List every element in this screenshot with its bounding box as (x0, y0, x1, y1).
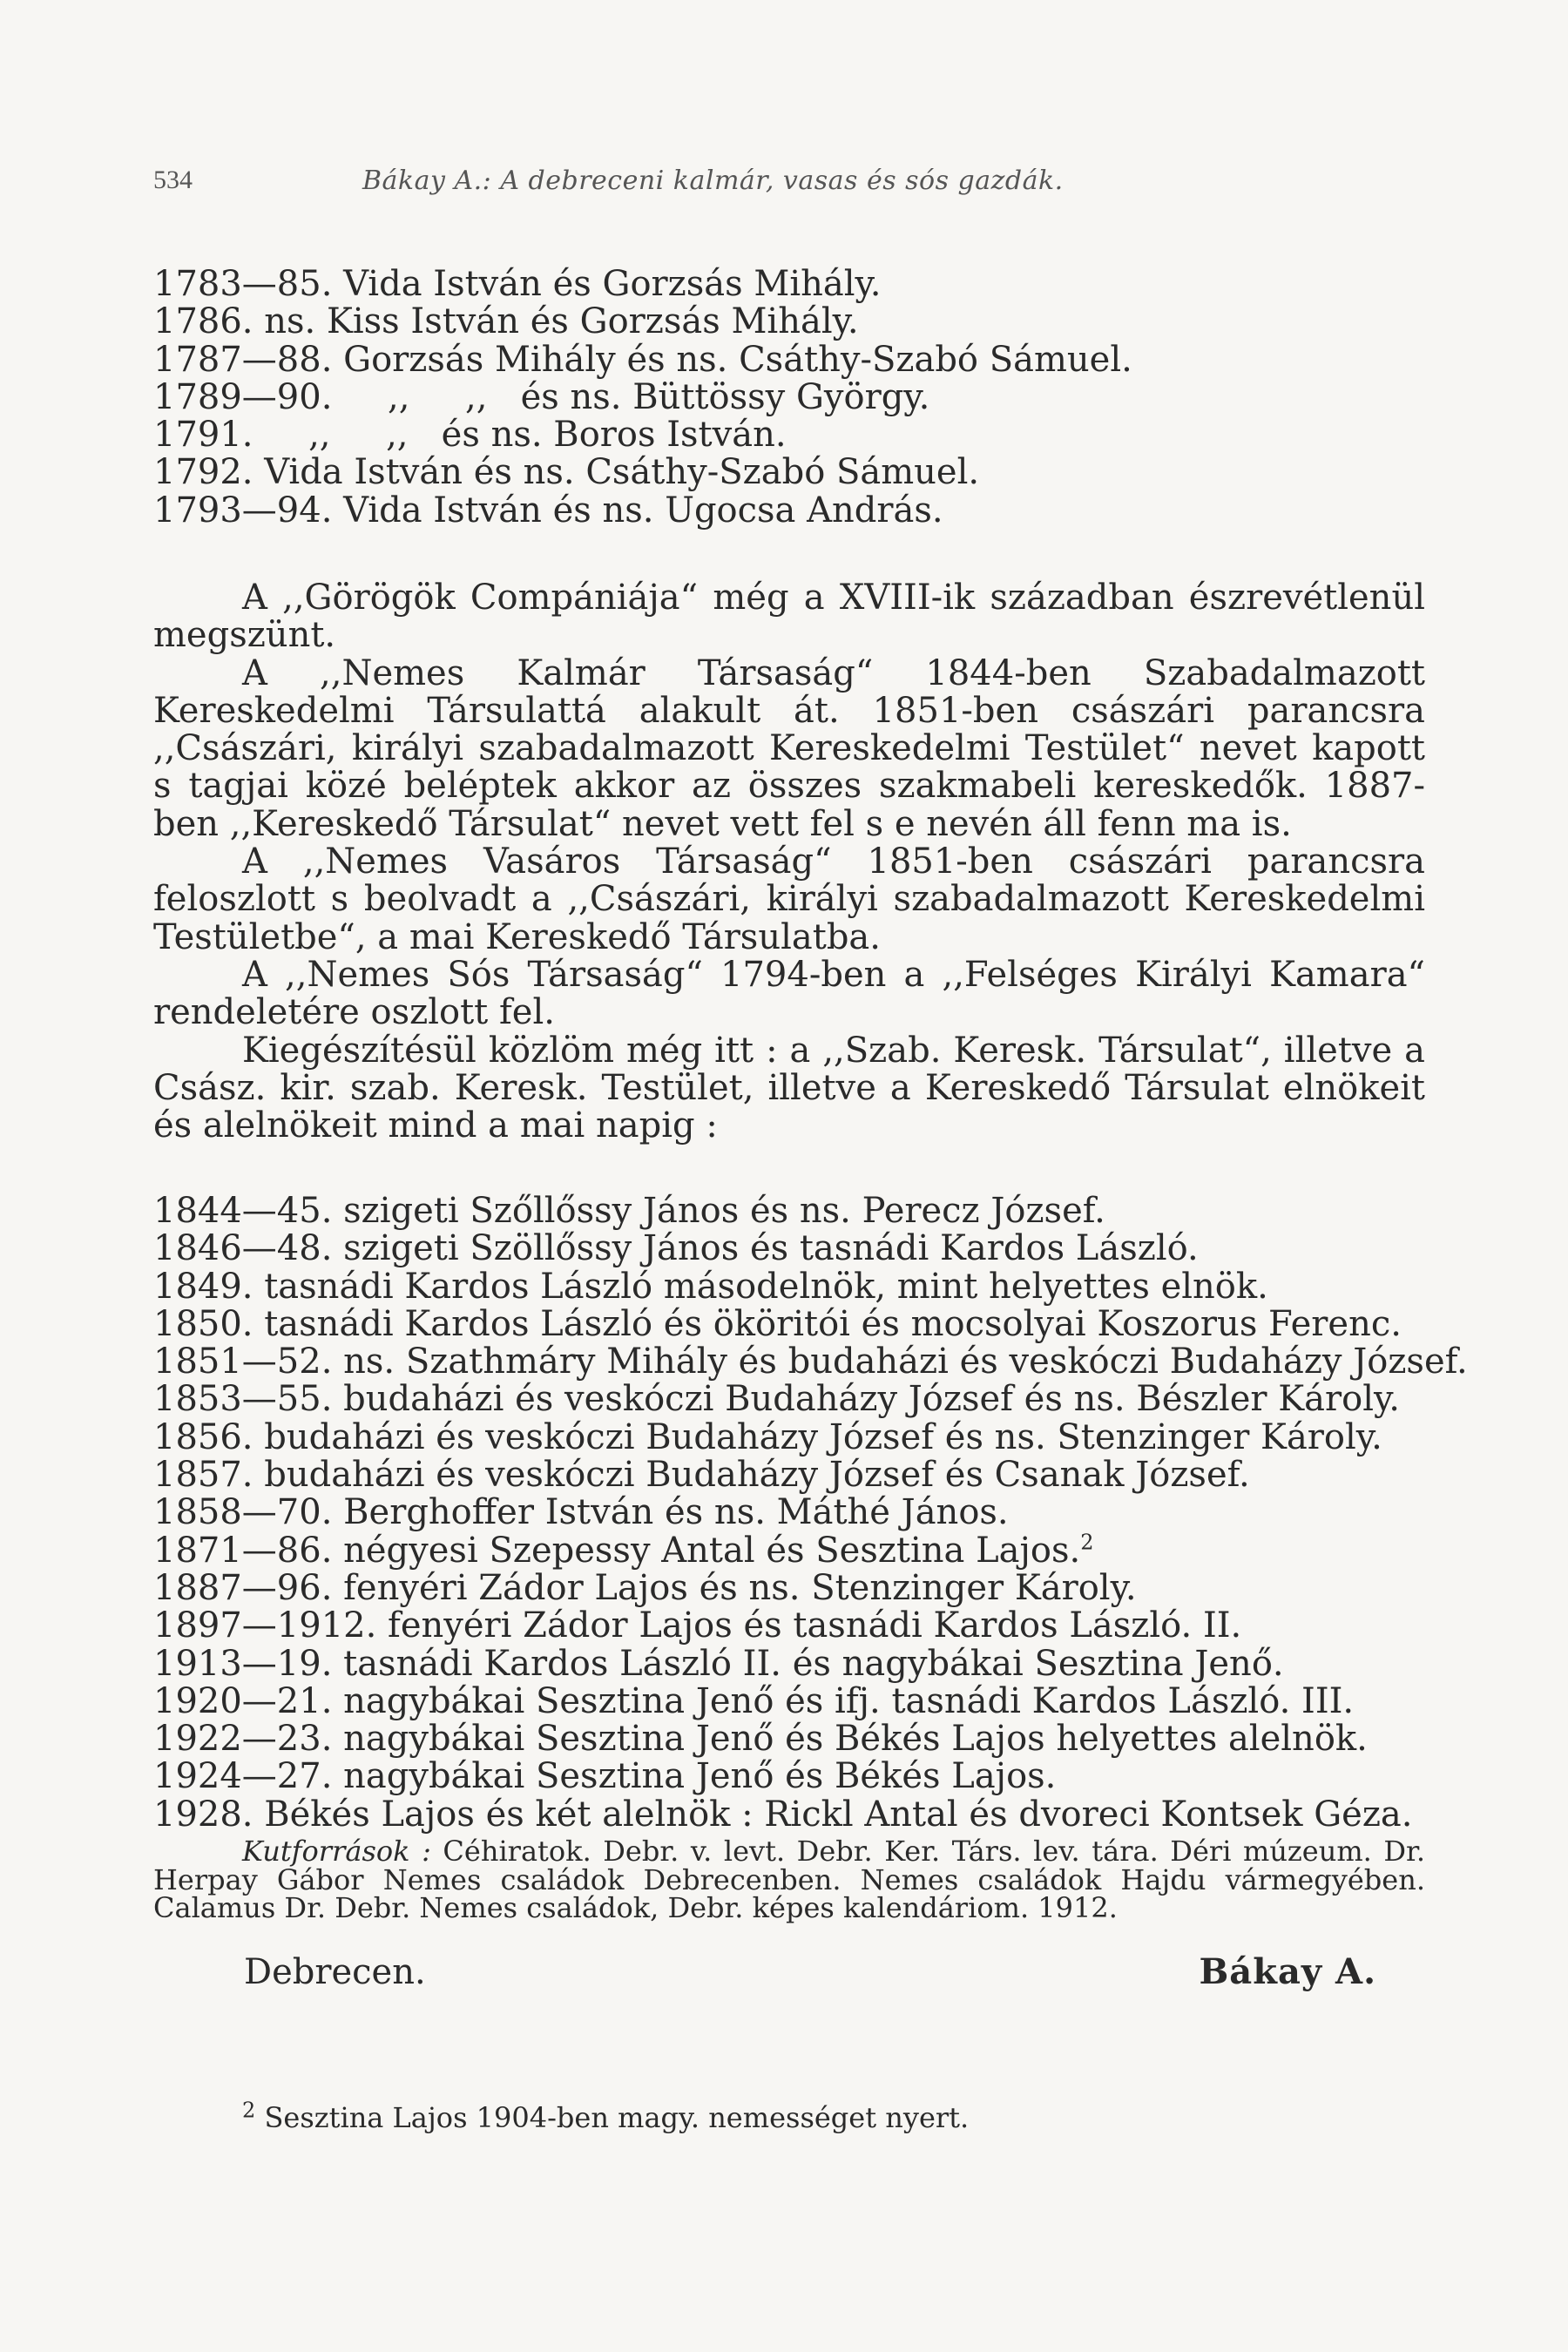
paragraph: A ,,Nemes Kalmár Társaság“ 1844-ben Szabadalmazott Kereskedelmi Társulattá alakult át. 1851-ben császári parancsra ,,Császári, királyi szabadalmazott Kereskedelmi Testület“ nevet kapott s tagjai közé beléptek akkor az összes szakmabeli kereskedők. 1887-ben ,,Kereskedő Társulat“ nevet vett fel s e nevén áll fenn ma is. (153, 652, 1425, 844)
sources-text: Céhiratok. Debr. v. levt. Debr. Ker. Társ. lev. tára. Déri múzeum. Dr. Herpay Gábor Nemes családok Debrecenben. Nemes családok Hajdu vármegyében. Calamus Dr. Debr. Nemes családok, Debr. képes kalendáriom. 1912. (153, 1835, 1426, 1924)
sources-note (153, 1837, 1425, 1923)
list-item: 1792. Vida István és ns. Csáthy-Szabó Sámuel. (153, 452, 980, 493)
list-item: 1928. Békés Lajos és két alelnök : Rickl Antal és dvoreci Kontsek Géza. (153, 1794, 1413, 1835)
footnote-reference: 2 (1080, 1530, 1094, 1555)
list-item: 1793—94. Vida István és ns. Ugocsa András. (153, 490, 943, 531)
list-item: 1853—55. budaházi és veskóczi Budaházy József és ns. Bészler Károly. (153, 1379, 1400, 1420)
paragraph: A ,,Görögök Compániája“ még a XVIII-ik században észrevétlenül megszünt. (153, 578, 1425, 656)
list-item: 1887—96. fenyéri Zádor Lajos és ns. Stenzinger Károly. (153, 1567, 1137, 1608)
list-item: 1789—90. ,, ,, és ns. Büttössy György. (153, 376, 930, 417)
list-item: 1846—48. szigeti Szöllőssy János és tasnádi Kardos László. (153, 1228, 1199, 1269)
signature-place: Debrecen. (244, 1952, 426, 1992)
running-title: Bákay A.: A debreceni kalmár, vasas és sós gazdák. (362, 166, 1064, 196)
list-item: 1897—1912. fenyéri Zádor Lajos és tasnádi Kardos László. II. (153, 1605, 1242, 1646)
signature-author: Bákay A. (1199, 1951, 1376, 1992)
list-item (153, 1532, 1425, 1570)
sources-label: Kutforrások : (242, 1835, 431, 1868)
page-number: 534 (153, 166, 193, 194)
presidents-list (153, 1191, 1468, 1835)
list-item: 1920—21. nagybákai Sesztina Jenő és ifj. tasnádi Kardos László. III. (153, 1680, 1355, 1721)
list-item: 1791. ,, ,, és ns. Boros István. (153, 415, 787, 456)
list-item: 1787—88. Gorzsás Mihály és ns. Csáthy-Szabó Sámuel. (153, 339, 1132, 380)
list-item: 1922—23. nagybákai Sesztina Jenő és Békés Lajos helyettes alelnök. (153, 1719, 1368, 1760)
footnote-marker: 2 (242, 2098, 256, 2123)
list-item: 1783—85. Vida István és Gorzsás Mihály. (153, 264, 882, 304)
body-text (153, 579, 1425, 1145)
paragraph: Kiegészítésül közlöm még itt : a ,,Szab. Keresk. Társulat“, illetve a Csász. kir. szab. Keresk. Testület, illetve a Kereskedő Társulat elnökeit és alelnökeit mind a mai napig : (153, 1030, 1425, 1146)
paragraph: A ,,Nemes Vasáros Társaság“ 1851-ben császári parancsra feloszlott s beolvadt a ,,Császári, királyi szabadalmazott Kereskedelmi Testületbe“, a mai Kereskedő Társulatba. (153, 841, 1425, 957)
list-item: 1913—19. tasnádi Kardos László II. és nagybákai Sesztina Jenő. (153, 1643, 1284, 1684)
footnote-text: Sesztina Lajos 1904-ben magy. nemességet nyert. (264, 2101, 970, 2134)
footnote (242, 2100, 1288, 2135)
list-item: 1858—70. Berghoffer István és ns. Máthé János. (153, 1492, 1009, 1533)
list-item: 1851—52. ns. Szathmáry Mihály és budaházi és veskóczi Budaházy József. (153, 1342, 1468, 1382)
list-item: 1849. tasnádi Kardos László másodelnök, mint helyettes elnök. (153, 1266, 1268, 1307)
list-item: 1850. tasnádi Kardos László és ököritói és mocsolyai Koszorus Ferenc. (153, 1303, 1402, 1344)
list-item-text: 1871—86. négyesi Szepessy Antal és Sesztina Lajos. (153, 1530, 1081, 1571)
list-item: 1924—27. nagybákai Sesztina Jenő és Békés Lajos. (153, 1756, 1057, 1797)
list-item: 1844—45. szigeti Szőllőssy János és ns. Perecz József. (153, 1191, 1105, 1231)
merchant-leaders-list (153, 266, 1425, 530)
list-item: 1786. ns. Kiss István és Gorzsás Mihály. (153, 301, 859, 342)
list-item: 1856. budaházi és veskóczi Budaházy József és ns. Stenzinger Károly. (153, 1416, 1382, 1457)
list-item: 1857. budaházi és veskóczi Budaházy József és Csanak József. (153, 1455, 1250, 1496)
paragraph: A ,,Nemes Sós Társaság“ 1794-ben a ,,Felséges Királyi Kamara“ rendeletére oszlott fel. (153, 954, 1425, 1033)
